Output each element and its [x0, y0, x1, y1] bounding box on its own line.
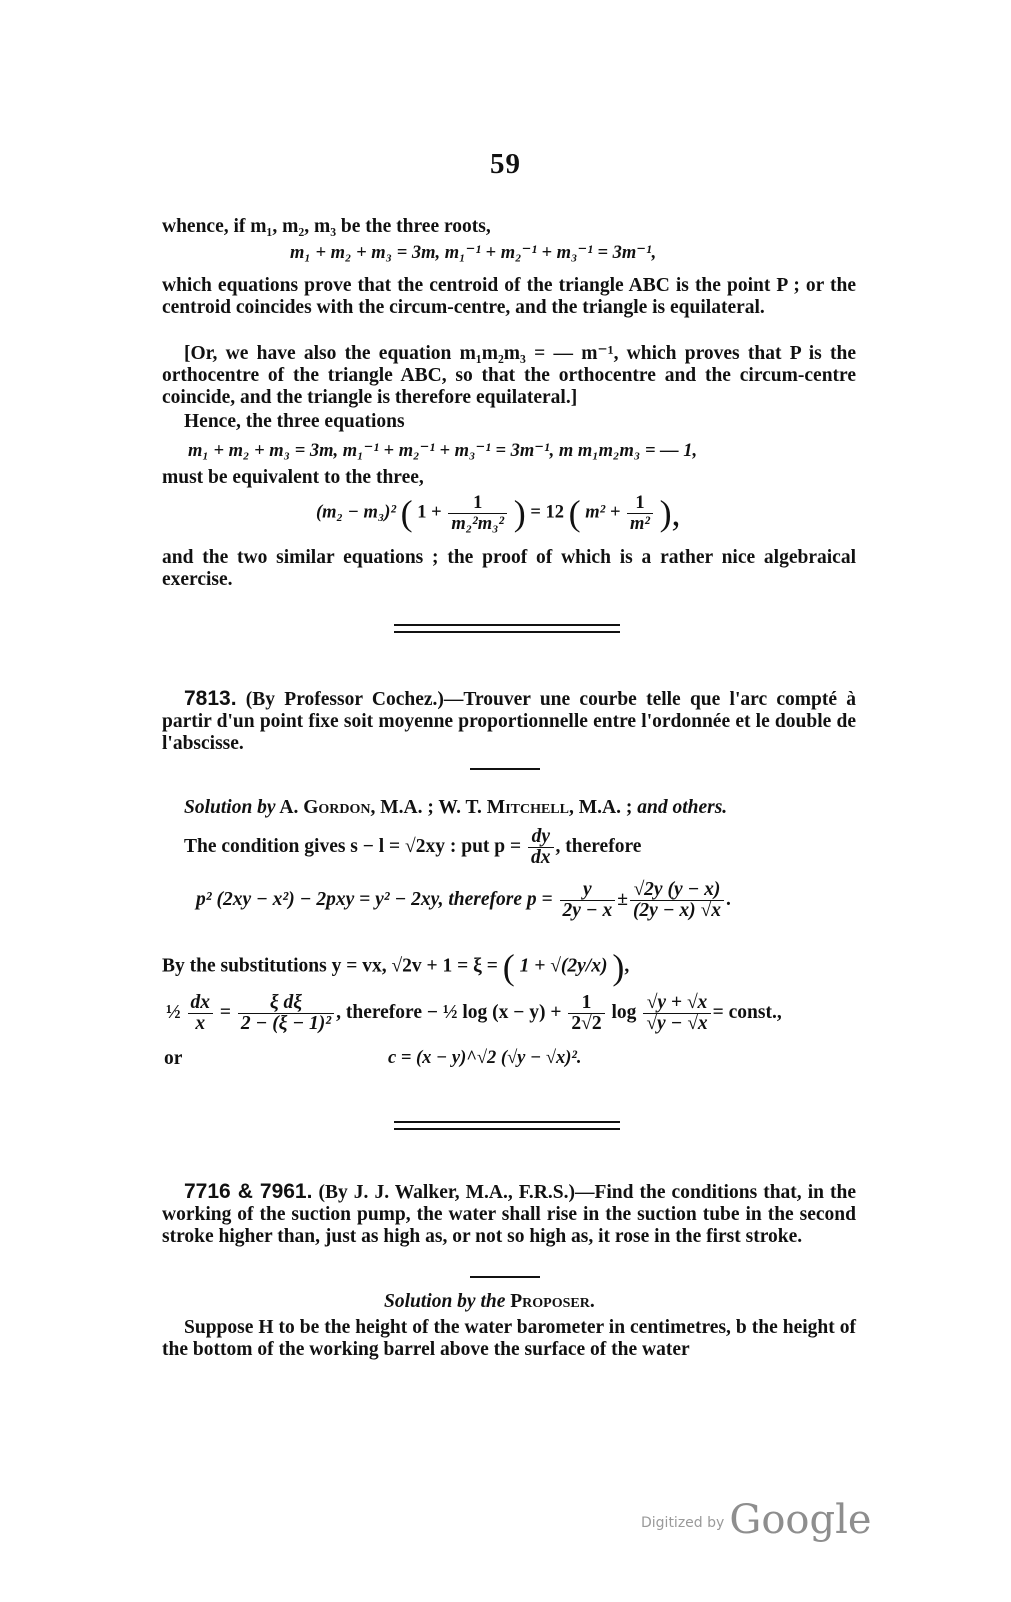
solution-by: Proposer.	[505, 1291, 595, 1312]
eq3-frac-den: m₂²m₃²	[451, 513, 505, 534]
eq3-left: (m₂ − m₃)²	[316, 502, 397, 523]
cond-tail: , therefore	[555, 835, 642, 857]
solution-heading	[184, 797, 727, 819]
eq3-frac-num: 1	[448, 493, 507, 514]
subs-text: By the substitutions y = vx, √2v + 1 = ξ =	[162, 955, 498, 977]
eq-xi-den: 2 − (ξ − 1)²	[240, 1013, 332, 1034]
substitution-line	[162, 946, 629, 988]
cond-text: The condition gives s − l = √2xy : put p =	[184, 835, 522, 857]
eq-log2-frac	[643, 993, 710, 1034]
eq-p-f1-den: 2y − x	[562, 900, 613, 921]
equation-three: m₁ + m₂ + m₃ = 3m, m₁⁻¹ + m₂⁻¹ + m₃⁻¹ = 3m⁻¹, m m₁m₂m₃ = — 1,	[188, 441, 698, 461]
hence-line: Hence, the three equations	[184, 411, 405, 432]
integral-line	[166, 993, 782, 1034]
digitized-watermark	[641, 1497, 872, 1543]
subs-tail: ,	[624, 955, 630, 977]
paragraph-similar: and the two similar equations ; the proof of which is a rather nice algebraical exercise.	[162, 547, 856, 590]
google-logo: Google	[729, 1497, 872, 1543]
section-divider-2	[394, 1121, 620, 1130]
page-number: 59	[490, 148, 521, 180]
eq-p-end: .	[725, 888, 731, 910]
solution-heading-2	[384, 1291, 595, 1313]
question-text-2: (By J. J. Walker, M.A., F.R.S.)—Find the conditions that, in the working of the suction pump, the water shall rise in the suction tube in the second stroke higher than, just as high as, or not so high as, it rose in the first stroke.	[162, 1182, 856, 1247]
cond-frac-num: dy	[528, 827, 554, 848]
subs-inner: 1 + √(2y/x)	[519, 955, 608, 977]
eq-p-frac2	[630, 880, 724, 921]
short-rule-2	[470, 1276, 540, 1278]
eq3-tail: ),	[659, 493, 681, 533]
cond-fraction	[528, 827, 554, 868]
paren-close: )	[513, 493, 526, 533]
eq3-one: 1 +	[417, 502, 442, 523]
eq3-fraction	[448, 493, 507, 534]
eq-half: ½	[166, 1001, 181, 1023]
solution-authors: A. Gordon, M.A. ; W. T. Mitchell, M.A. ;	[275, 797, 638, 818]
eq-xi-num: ξ dξ	[238, 993, 334, 1014]
eq3-frac2-den: m²	[630, 513, 650, 534]
solution-label: Solution by the	[384, 1291, 506, 1312]
paragraph-suppose: Suppose H to be the height of the water barometer in centimetres, b the height of the bottom of the working barrel above the surface of the water	[162, 1317, 856, 1360]
solution-suffix: and others.	[637, 797, 728, 818]
eq-log-den: 2√2	[571, 1013, 602, 1034]
subs-paren-close: )	[612, 947, 625, 987]
eq3-m2: m² +	[585, 502, 621, 523]
eq3-frac2-num: 1	[627, 493, 653, 514]
question-7813	[162, 688, 856, 755]
paren-open-2: (	[568, 493, 581, 533]
eq-const: = const.,	[712, 1001, 782, 1023]
eq-p-f2-den: (2y − x) √x	[632, 900, 721, 921]
paragraph-centroid: which equations prove that the centroid of the triangle ABC is the point P ; or the centroid coincides with the circum-centre, and the triangle is equilateral.	[162, 275, 856, 318]
eq-half-den: x	[195, 1013, 206, 1034]
final-equation: c = (x − y)^√2 (√y − √x)².	[388, 1048, 582, 1068]
or-label: or	[164, 1048, 183, 1069]
digitized-by-text: Digitized by	[641, 1515, 725, 1531]
solution-prefix: Solution by	[184, 797, 276, 818]
cond-frac-den: dx	[531, 847, 551, 868]
eq-log: log	[611, 1001, 637, 1023]
section-divider	[394, 624, 620, 633]
eq-half-frac	[188, 993, 214, 1034]
eq-xi-frac	[238, 993, 334, 1034]
question-number-2: 7716 & 7961.	[184, 1180, 313, 1203]
eq-p-f2-num: √2y (y − x)	[630, 880, 724, 901]
eq3-mid: = 12	[530, 502, 565, 523]
eq-half-num: dx	[188, 993, 214, 1014]
paragraph-orthocentre: [Or, we have also the equation m₁m₂m₃ = — m⁻¹, which proves that P is the orthocentre of the triangle ABC, so that the orthocentre and the circum-centre coincide, and the triangle is therefore equilateral.]	[162, 343, 856, 408]
eq-eq: =	[219, 1001, 231, 1023]
short-rule	[470, 768, 540, 770]
eq-p-left: p² (2xy − x²) − 2pxy = y² − 2xy, therefore p =	[196, 888, 553, 910]
eq-log-frac	[568, 993, 604, 1034]
question-number: 7813.	[184, 687, 237, 710]
eq-p-pm: ±	[617, 888, 628, 910]
eq-p-frac1	[560, 880, 616, 921]
eq-log2-den: √y − √x	[646, 1013, 708, 1034]
condition-line	[184, 827, 641, 868]
question-text: (By Professor Cochez.)—Trouver une courbe telle que l'arc compté à partir d'un point fixe soit moyenne proportionnelle entre l'ordonnée et le double de l'abscisse.	[162, 689, 856, 754]
equation-equivalent	[316, 492, 681, 534]
eq-log2-num: √y + √x	[643, 993, 710, 1014]
eq-therefore: , therefore − ½ log (x − y) +	[336, 1001, 562, 1023]
must-line: must be equivalent to the three,	[162, 467, 424, 488]
question-7716	[162, 1181, 856, 1248]
eq-p-f1-num: y	[560, 880, 616, 901]
equation-roots: m₁ + m₂ + m₃ = 3m, m₁⁻¹ + m₂⁻¹ + m₃⁻¹ = 3m⁻¹,	[290, 243, 657, 263]
subs-paren-open: (	[502, 947, 515, 987]
intro-line: whence, if m₁, m₂, m₃ be the three roots,	[162, 216, 491, 237]
equation-p	[196, 880, 731, 921]
paren-open: (	[400, 493, 413, 533]
eq-log-num: 1	[568, 993, 604, 1014]
eq3-fraction-2	[627, 493, 653, 534]
